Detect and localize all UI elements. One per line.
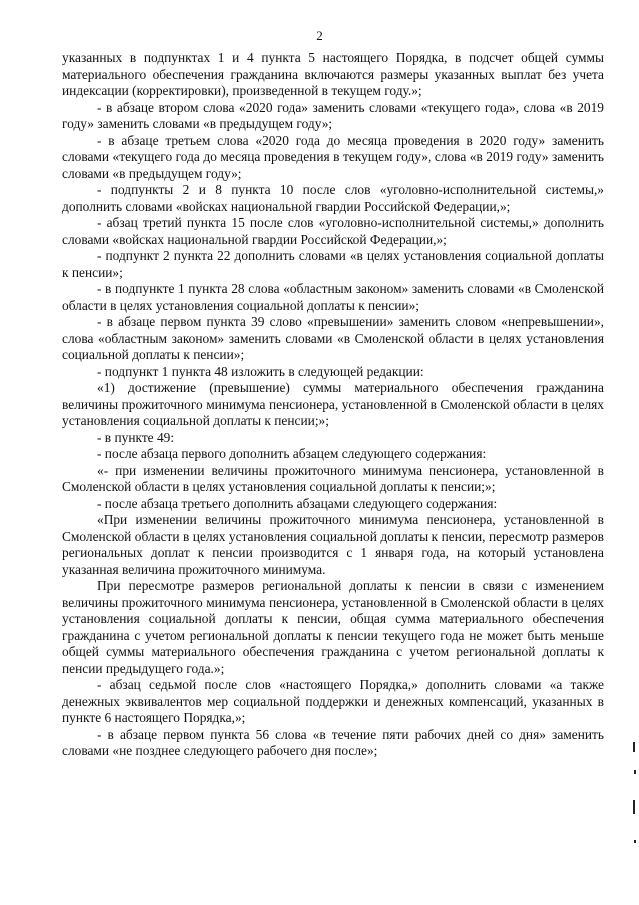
paragraph: - в абзаце первом пункта 39 слово «превышении» заменить словом «непревышении», слова «областным законом» заменить словами «в Смоленской области в целях установления социальной доплаты к пенсии»; bbox=[62, 314, 604, 362]
paragraph: «1) достижение (превышение) суммы материального обеспечения гражданина величины прожиточного минимума пенсионера, установленной в Смоленской области в целях установления социальной доплаты к пенсии;»; bbox=[62, 380, 604, 428]
paragraph: - в подпункте 1 пункта 28 слова «областным законом» заменить словами «в Смоленской области в целях установления социальной доплаты к пенсии»; bbox=[62, 281, 604, 313]
paragraph: - в пункте 49: bbox=[97, 429, 175, 445]
scan-artifact bbox=[633, 800, 635, 814]
paragraph: При пересмотре размеров региональной доплаты к пенсии в связи с изменением величины прожиточного минимума пенсионера, установленной в Смоленской области в целях установления социальной доплаты к пенсии, общая сумма материального обеспечения гражданина с учетом региональной доплаты к пенсии текущего года не может быть меньше общей суммы материального обеспечения гражданина с учетом региональной доплаты к пенсии предыдущего года.»; bbox=[62, 578, 604, 676]
scan-artifact bbox=[633, 742, 635, 752]
page-number: 2 bbox=[316, 28, 323, 43]
paragraph: - абзац третий пункта 15 после слов «уголовно-исполнительной системы,» дополнить словами «войсках национальной гвардии Российской Федерации,»; bbox=[62, 215, 604, 247]
scan-artifact bbox=[634, 840, 636, 843]
paragraph: - в абзаце втором слова «2020 года» заменить словами «текущего года», слова «в 2019 году» заменить словами «в предыдущем году»; bbox=[62, 99, 604, 131]
paragraph: - абзац седьмой после слов «настоящего Порядка,» дополнить словами «а также денежных эквивалентов мер социальной поддержки и денежных компенсаций, указанных в пункте 6 настоящего Порядка,»; bbox=[62, 677, 604, 725]
paragraph: - после абзаца первого дополнить абзацем следующего содержания: bbox=[97, 446, 487, 461]
paragraph: - в абзаце первом пункта 56 слова «в течение пяти рабочих дней со дня» заменить словами «не позднее следующего рабочего дня после»; bbox=[62, 726, 604, 758]
paragraph: - в абзаце третьем слова «2020 года до месяца проведения в 2020 году» заменить словами «текущего года до месяца проведения в текущем году», слова «в 2019 году» заменить словами «в предыдущем году»; bbox=[62, 132, 604, 181]
paragraph: «- при изменении величины прожиточного минимума пенсионера, установленной в Смоленской области в целях установления социальной доплаты к пенсии;»; bbox=[62, 462, 604, 494]
paragraph: - подпункт 1 пункта 48 изложить в следующей редакции: bbox=[97, 363, 424, 379]
scan-artifact bbox=[634, 770, 636, 774]
paragraph: - подпункты 2 и 8 пункта 10 после слов «уголовно-исполнительной системы,» дополнить словами «войсках национальной гвардии Российской Федерации,»; bbox=[62, 182, 604, 214]
paragraph-continuation: указанных в подпунктах 1 и 4 пункта 5 настоящего Порядка, в подсчет общей суммы материального обеспечения гражданина включаются размеры указанных выплат без учета индексации (корректировки), произведенной в текущем году.»; bbox=[62, 50, 604, 98]
document-body bbox=[62, 50, 604, 760]
paragraph: - подпункт 2 пункта 22 дополнить словами «в целях установления социальной доплаты к пенсии»; bbox=[62, 248, 604, 280]
paragraph: - после абзаца третьего дополнить абзацами следующего содержания: bbox=[97, 495, 498, 511]
paragraph: «При изменении величины прожиточного минимума пенсионера, установленной в Смоленской области в целях установления социальной доплаты к пенсии, пересмотр размеров региональных доплат к пенсии производится с 1 января года, на который установлена указанная величина прожиточного минимума. bbox=[62, 512, 604, 577]
